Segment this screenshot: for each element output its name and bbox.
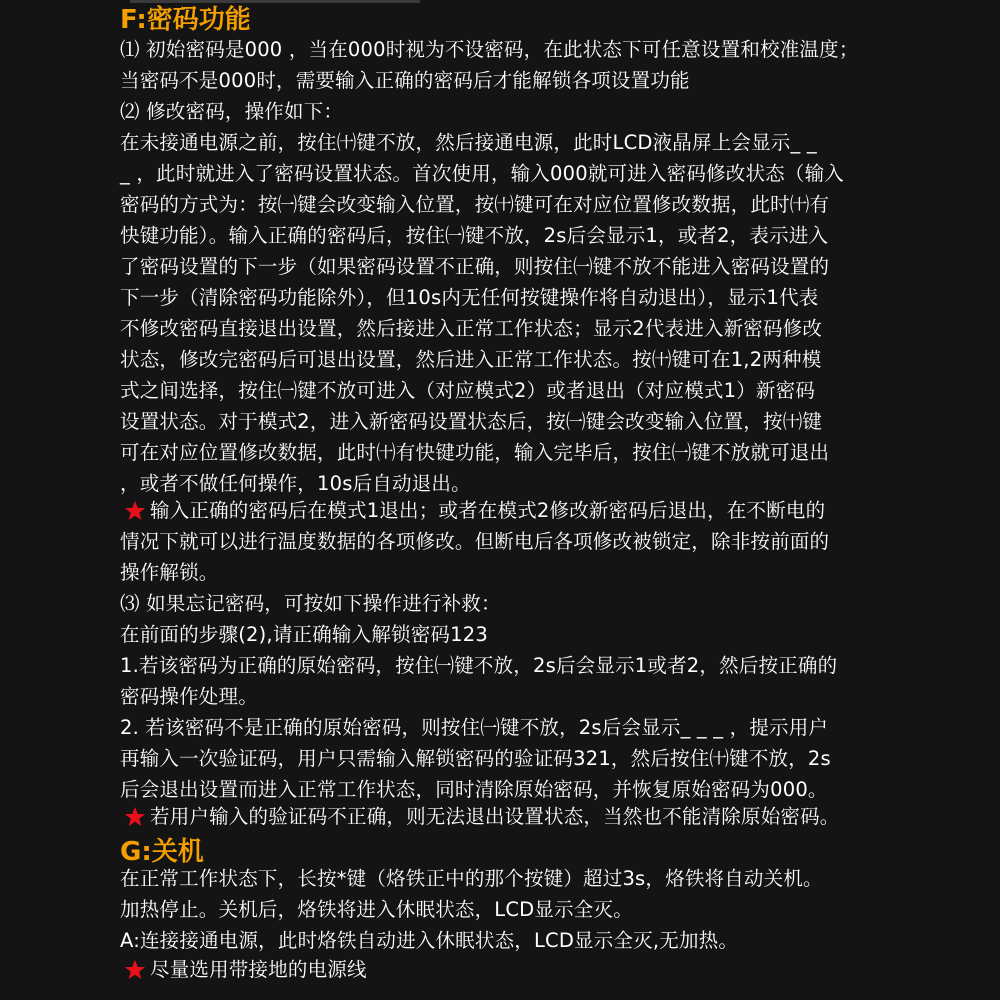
- text-line: ⑴ 初始密码是000 ，当在000时视为不设密码，在此状态下可任意设置和校准温度；: [120, 38, 859, 61]
- text-line: 快键功能）。输入正确的密码后，按住㈠键不放，2s后会显示1，或者2，表示进入: [120, 224, 829, 247]
- red-star-icon: [124, 959, 146, 981]
- note-line: 若用户输入的验证码不正确，则无法退出设置状态，当然也不能清除原始密码。: [150, 805, 840, 828]
- text-line: A:连接接通电源，此时烙铁自动进入休眠状态，LCD显示全灭,无加热。: [120, 929, 739, 952]
- text-line: 在未接通电源之前，按住㈩键不放，然后接通电源，此时LCD液晶屏上会显示_ _: [120, 131, 817, 154]
- text-line: 设置状态。对于模式2，进入新密码设置状态后，按㈠键会改变输入位置，按㈩键: [120, 410, 823, 433]
- text-line: ，或者不做任何操作，10s后自动退出。: [120, 472, 471, 495]
- note-line: 操作解锁。: [120, 561, 219, 584]
- note-line: 尽量选用带接地的电源线: [150, 958, 367, 981]
- text-line: 再输入一次验证码，用户只需输入解锁密码的验证码321，然后按住㈩键不放，2s: [120, 747, 831, 770]
- text-line: ⑵ 修改密码，操作如下：: [120, 100, 344, 123]
- text-line: 密码操作处理。: [120, 685, 258, 708]
- text-line: 2. 若该密码不是正确的原始密码，则按住㈠键不放，2s后会显示_ _ _ ，提示用户: [120, 716, 829, 739]
- section-g-title: G:关机: [120, 837, 204, 867]
- text-line: 在前面的步骤(2),请正确输入解锁密码123: [120, 623, 488, 646]
- text-line: 状态，修改完密码后可退出设置，然后进入正常工作状态。按㈩键可在1,2两种模: [120, 348, 822, 371]
- text-line: 下一步（清除密码功能除外），但10s内无任何按键操作将自动退出），显示1代表: [120, 286, 819, 309]
- text-line: 密码的方式为：按㈠键会改变输入位置，按㈩键可在对应位置修改数据，此时㈩有: [120, 193, 830, 216]
- text-line: 1.若该密码为正确的原始密码，按住㈠键不放，2s后会显示1或者2，然后按正确的: [120, 654, 838, 677]
- text-line: 式之间选择，按住㈠键不放可进入（对应模式2）或者退出（对应模式1）新密码: [120, 379, 816, 402]
- red-star-icon: [124, 806, 146, 828]
- text-line: 当密码不是000时，需要输入正确的密码后才能解锁各项设置功能: [120, 69, 690, 92]
- text-line: _ ，此时就进入了密码设置状态。首次使用，输入000就可进入密码修改状态（输入: [120, 162, 844, 185]
- text-line: 后会退出设置而进入正常工作状态，同时清除原始密码，并恢复原始密码为000。: [120, 778, 828, 801]
- text-line: 可在对应位置修改数据，此时㈩有快键功能，输入完毕后，按住㈠键不放就可退出: [120, 441, 830, 464]
- text-line: 了密码设置的下一步（如果密码设置不正确，则按住㈠键不放不能进入密码设置的: [120, 255, 830, 278]
- text-line: 在正常工作状态下，长按*键（烙铁正中的那个按键）超过3s，烙铁将自动关机。: [120, 867, 823, 890]
- text-line: ⑶ 如果忘记密码，可按如下操作进行补救：: [120, 592, 501, 615]
- note-line: 输入正确的密码后在模式1退出；或者在模式2修改新密码后退出，在不断电的: [150, 499, 826, 522]
- note-line: 情况下就可以进行温度数据的各项修改。但断电后各项修改被锁定，除非按前面的: [120, 530, 830, 553]
- top-divider: [130, 0, 420, 3]
- section-f-title: F:密码功能: [120, 5, 251, 35]
- text-line: 不修改密码直接退出设置，然后接进入正常工作状态；显示2代表进入新密码修改: [120, 317, 823, 340]
- red-star-icon: [124, 500, 146, 522]
- text-line: 加热停止。关机后，烙铁将进入休眠状态，LCD显示全灭。: [120, 898, 633, 921]
